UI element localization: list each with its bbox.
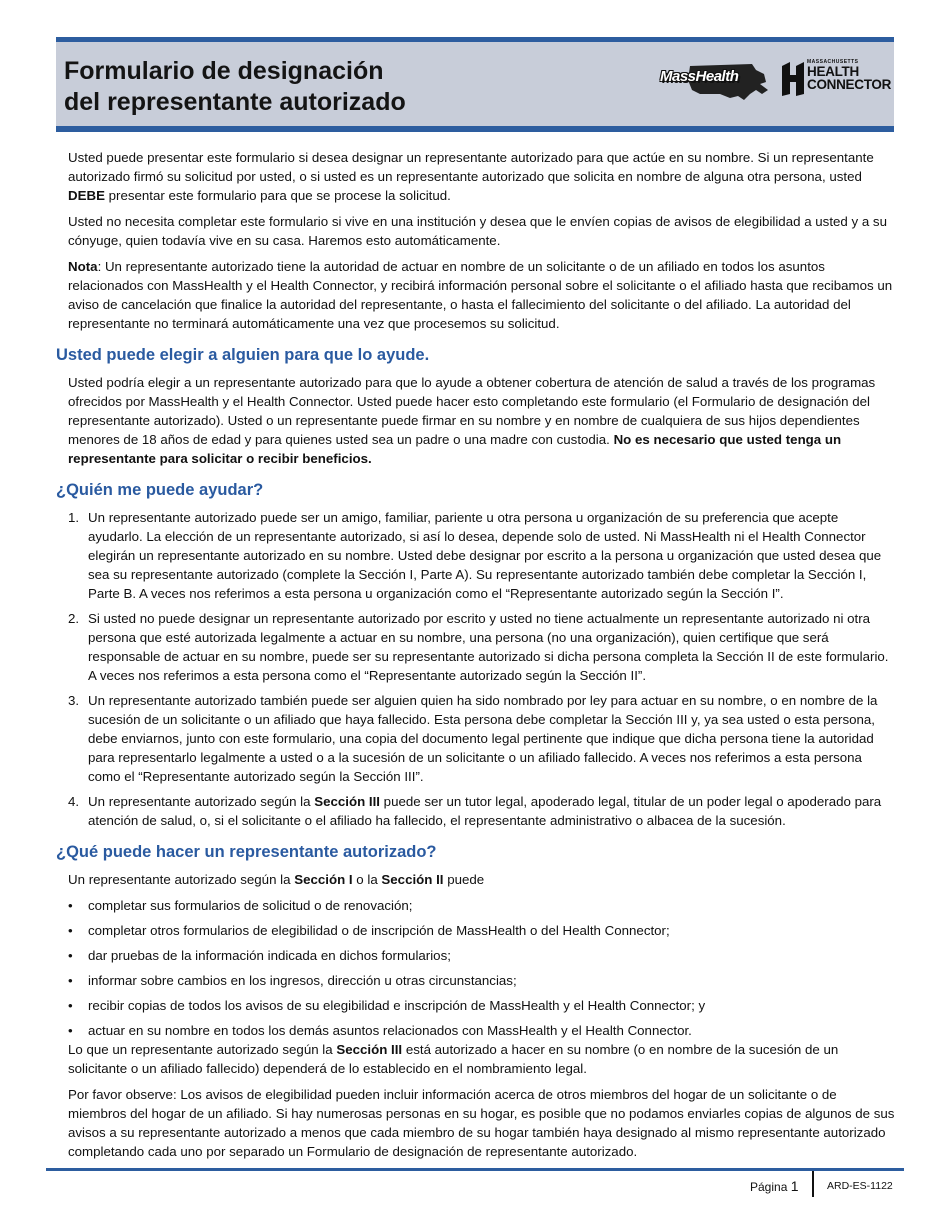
bullet-item: • completar otros formularios de elegibilidad o de inscripción de MassHealth o del Health Connector; bbox=[68, 923, 670, 938]
bullet-icon: • bbox=[68, 923, 73, 938]
section-iii-paragraph: Lo que un representante autorizado según la Sección III está autorizado a hacer en su nombre (o en nombre de la sucesión de un solicitante o un afiliado fallecido) dependerá de lo establecido en el nombramiento legal. bbox=[68, 1042, 839, 1076]
intro-paragraph-2: Usted no necesita completar este formulario si vive en una institución y desea que le envíen copias de avisos de elegibilidad a usted y a su cónyuge, quien todavía vive en su casa. Haremos esto automáticamente. bbox=[68, 214, 887, 248]
bullet-icon: • bbox=[68, 973, 73, 988]
bullet-icon: • bbox=[68, 998, 73, 1013]
who-list bbox=[56, 508, 896, 830]
hc-wordmark-line-1: HEALTH bbox=[807, 64, 859, 79]
section-heading-choose: Usted puede elegir a alguien para que lo ayude. bbox=[56, 346, 430, 364]
list-item: 4. Un representante autorizado según la Sección III puede ser un tutor legal, apoderado legal, titular de un poder legal o apoderado para atención de salud, o, si el solicitante o el afiliado ha fallecido, el representante administrativo o albacea de la sucesión. bbox=[68, 794, 882, 828]
section-heading-what: ¿Qué puede hacer un representante autorizado? bbox=[56, 843, 437, 861]
health-connector-icon bbox=[780, 62, 806, 96]
intro-paragraph-1: Usted puede presentar este formulario si desea designar un representante autorizado para que actúe en su nombre. Si un representante autorizado firmó su solicitud por usted, o si usted es un representante autorizado que solicita en nombre de alguna otra persona, usted DEBE presentar este formulario para que se procese la solicitud. bbox=[68, 150, 874, 203]
note-paragraph: Nota: Un representante autorizado tiene la autoridad de actuar en nombre de un solicitante o de un afiliado en todos los asuntos relacionados con MassHealth y el Health Connector, y recibirá información personal sobre el solicitante o el afiliado hasta que recibamos un aviso de cancelación que finalice la autoridad del representante, o hasta el fallecimiento del solicitante o del afiliado. La autoridad del representante no terminará automáticamente una vez que procesemos su solicitud. bbox=[68, 259, 893, 331]
hc-state-label: MASSACHUSETTS bbox=[807, 59, 859, 65]
masshealth-wordmark: MassHealth bbox=[660, 68, 739, 85]
masshealth-logo bbox=[660, 60, 770, 108]
title-line-2: del representante autorizado bbox=[64, 88, 406, 116]
health-connector-logo bbox=[780, 59, 895, 99]
bullet-icon: • bbox=[68, 1023, 73, 1038]
bullet-icon: • bbox=[68, 898, 73, 913]
bullet-item: • recibir copias de todos los avisos de su elegibilidad e inscripción de MassHealth y el Health Connector; y bbox=[68, 998, 706, 1013]
section-heading-who: ¿Quién me puede ayudar? bbox=[56, 481, 264, 499]
bullet-item: • actuar en su nombre en todos los demás asuntos relacionados con MassHealth y el Health Connector. bbox=[68, 1023, 692, 1038]
list-item: 2. Si usted no puede designar un representante autorizado por escrito y usted no tiene actualmente un representante autorizado ni otra persona que esté autorizada legalmente a actuar en su nombre, una persona (no una organización), quien certifique que será responsable de actuar en su nombre, puede ser su representante autorizado si dicha persona completa la Sección II de este formulario. A veces nos referimos a esta persona como el “Representante autorizado según la Sección II”. bbox=[68, 611, 889, 683]
list-item: 3. Un representante autorizado también puede ser alguien quien ha sido nombrado por ley para actuar en su nombre, o en nombre de la sucesión de un solicitante o un afiliado que haya fallecido. Esta persona debe completar la Sección III y, ya sea usted o esta persona, debe enviarnos, junto con este formulario, una copia del documento legal pertinente que indique que dicha persona tiene la autoridad para representarlo legalmente a usted o a la sucesión de un solicitante o un afiliado fallecido. A veces nos referimos a esta persona como el “Representante autorizado según la Sección III”. bbox=[68, 693, 878, 784]
bullet-item: • completar sus formularios de solicitud o de renovación; bbox=[68, 898, 413, 913]
page-number: Página 1 bbox=[750, 1178, 799, 1194]
section-choose-text: Usted podría elegir a un representante autorizado para que lo ayude a obtener cobertura de atención de salud a través de los programas ofrecidos por MassHealth y el Health Connector. Usted puede hacer esto completando este formulario (el Formulario de designación del representante autorizado). Usted o un representante puede firmar en su nombre y en nombre de cualquiera de sus hijos dependientes menores de 18 años de edad y para quienes usted sea un padre o una madre con custodia. No es necesario que usted tenga un representante para solicitar o recibir beneficios. bbox=[68, 375, 876, 466]
footer-divider bbox=[812, 1171, 814, 1197]
hc-wordmark-line-2: CONNECTOR bbox=[807, 77, 892, 92]
bullet-item: • dar pruebas de la información indicada en dichos formularios; bbox=[68, 948, 451, 963]
page-title bbox=[64, 56, 406, 118]
what-intro: Un representante autorizado según la Sección I o la Sección II puede bbox=[68, 872, 485, 887]
notice-paragraph: Por favor observe: Los avisos de elegibilidad pueden incluir información acerca de otros miembros del hogar de un solicitante o de miembros del hogar de un afiliado. Si hay numerosas personas en su hogar, es posible que no podamos enviarles copias de algunos de sus avisos a su representante autorizado a menos que cada miembro de su hogar también haya designado al mismo representante autorizado completando cada uno por separado un Formulario de designación de representante autorizado. bbox=[68, 1087, 895, 1159]
bullet-item: • informar sobre cambios en los ingresos, dirección u otras circunstancias; bbox=[68, 973, 517, 988]
document-body bbox=[56, 148, 896, 1168]
title-line-1: Formulario de designación bbox=[64, 57, 384, 85]
hc-wordmark bbox=[807, 65, 891, 91]
list-item: 1. Un representante autorizado puede ser un amigo, familiar, pariente u otra persona u organización de su preferencia que acepte ayudarlo. La elección de un representante autorizado, si así lo desea, depende solo de usted. Ni MassHealth ni el Health Connector elegirán un representante autorizado en su nombre. Usted debe designar por escrito a la persona u organización que usted desea que sea su representante autorizado (complete la Sección I, Parte A). Su representante autorizado también debe completar la Sección I, Parte B. A veces nos referimos a esta persona u organización como el “Representante autorizado según la Sección I”. bbox=[68, 510, 882, 601]
what-bullet-list bbox=[56, 896, 896, 1040]
form-code: ARD-ES-1122 bbox=[827, 1180, 893, 1192]
bullet-icon: • bbox=[68, 948, 73, 963]
header-bottom-rule bbox=[56, 126, 894, 132]
footer-rule bbox=[46, 1168, 904, 1171]
